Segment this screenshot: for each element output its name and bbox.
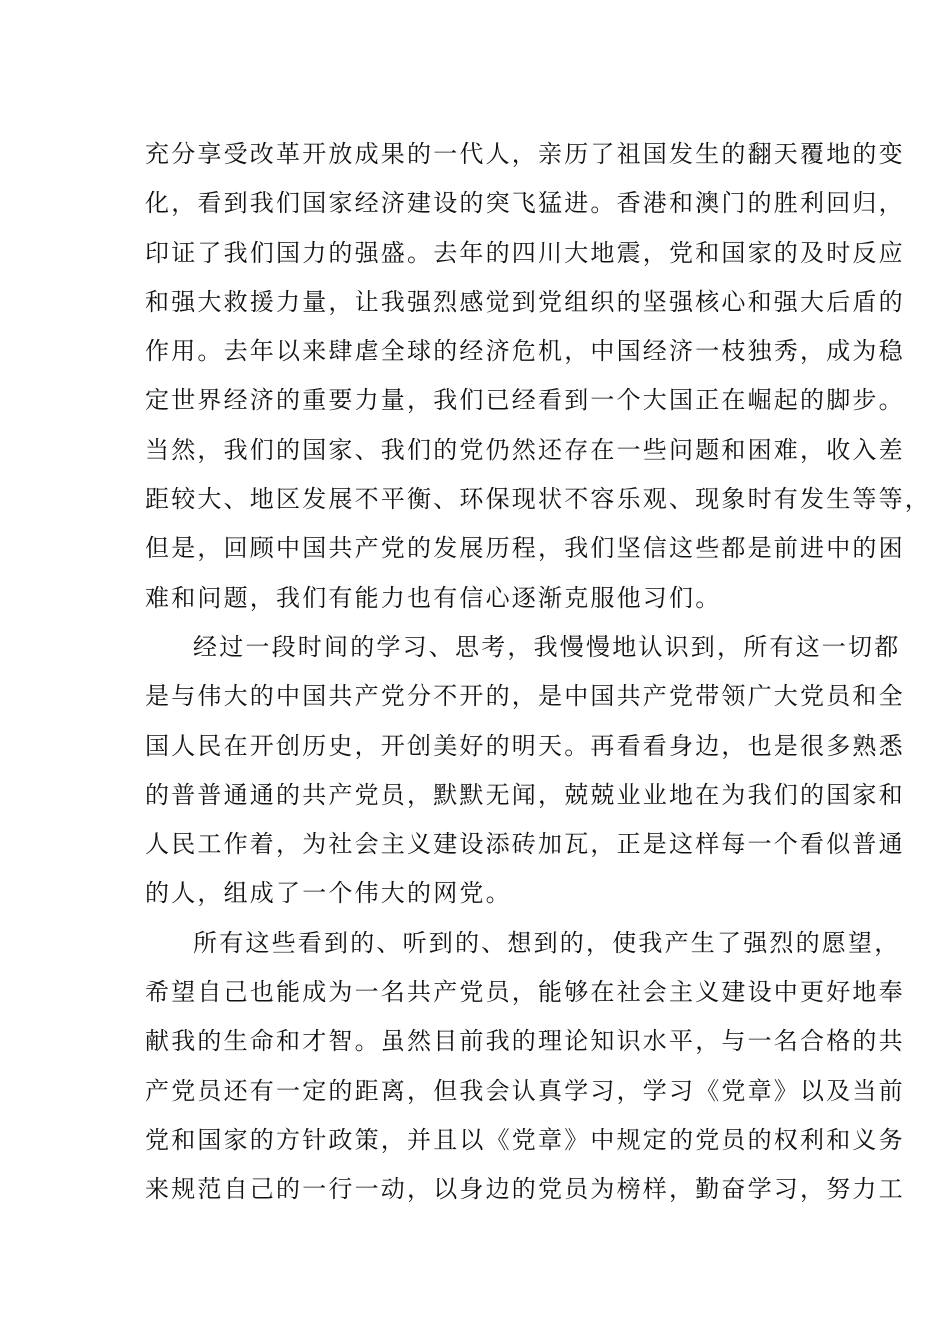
text-line: 的人，组成了一个伟大的网党。 [145, 879, 512, 908]
text-line: 和强大救援力量，让我强烈感觉到党组织的坚强核心和强大后盾的 [145, 287, 905, 316]
text-line: 难和问题，我们有能力也有信心逐渐克服他习们。 [145, 583, 722, 612]
text-line: 印证了我们国力的强盛。去年的四川大地震，党和国家的及时反应 [145, 238, 905, 267]
text-line: 产党员还有一定的距离，但我会认真学习，学习《党章》以及当前 [145, 1076, 905, 1105]
text-line: 人民工作着，为社会主义建设添砖加瓦，正是这样每一个看似普通 [145, 830, 905, 859]
text-line: 定世界经济的重要力量，我们已经看到一个大国正在崛起的脚步。 [145, 386, 905, 415]
text-line: 希望自己也能成为一名共产党员，能够在社会主义建设中更好地奉 [145, 978, 905, 1007]
paragraph-first-line: 经过一段时间的学习、思考，我慢慢地认识到，所有这一切都 [193, 632, 901, 661]
text-line: 国人民在开创历史，开创美好的明天。再看看身边，也是很多熟悉 [145, 731, 905, 760]
text-line: 充分享受改革开放成果的一代人，亲历了祖国发生的翻天覆地的变 [145, 140, 905, 168]
text-line: 献我的生命和才智。虽然目前我的理论知识水平，与一名合格的共 [145, 1027, 905, 1056]
text-line: 的普普通通的共产党员，默默无闻，兢兢业业地在为我们的国家和 [145, 780, 905, 809]
text-line: 化，看到我们国家经济建设的突飞猛进。香港和澳门的胜利回归， [145, 189, 905, 218]
text-line: 来规范自己的一行一动，以身边的党员为榜样，勤奋学习，努力工 [145, 1175, 905, 1204]
text-line: 当然，我们的国家、我们的党仍然还存在一些问题和困难，收入差 [145, 435, 905, 464]
text-line: 党和国家的方针政策，并且以《党章》中规定的党员的权利和义务 [145, 1125, 905, 1154]
text-line: 距较大、地区发展不平衡、环保现状不容乐观、现象时有发生等等， [145, 485, 931, 514]
text-line: 但是，回顾中国共产党的发展历程，我们坚信这些都是前进中的困 [145, 534, 905, 563]
paragraph-first-line: 所有这些看到的、听到的、想到的，使我产生了强烈的愿望， [193, 928, 901, 957]
text-line: 是与伟大的中国共产党分不开的，是中国共产党带领广大党员和全 [145, 682, 905, 711]
text-line: 作用。去年以来肆虐全球的经济危机，中国经济一枝独秀，成为稳 [145, 337, 905, 366]
body-text [145, 130, 931, 1215]
